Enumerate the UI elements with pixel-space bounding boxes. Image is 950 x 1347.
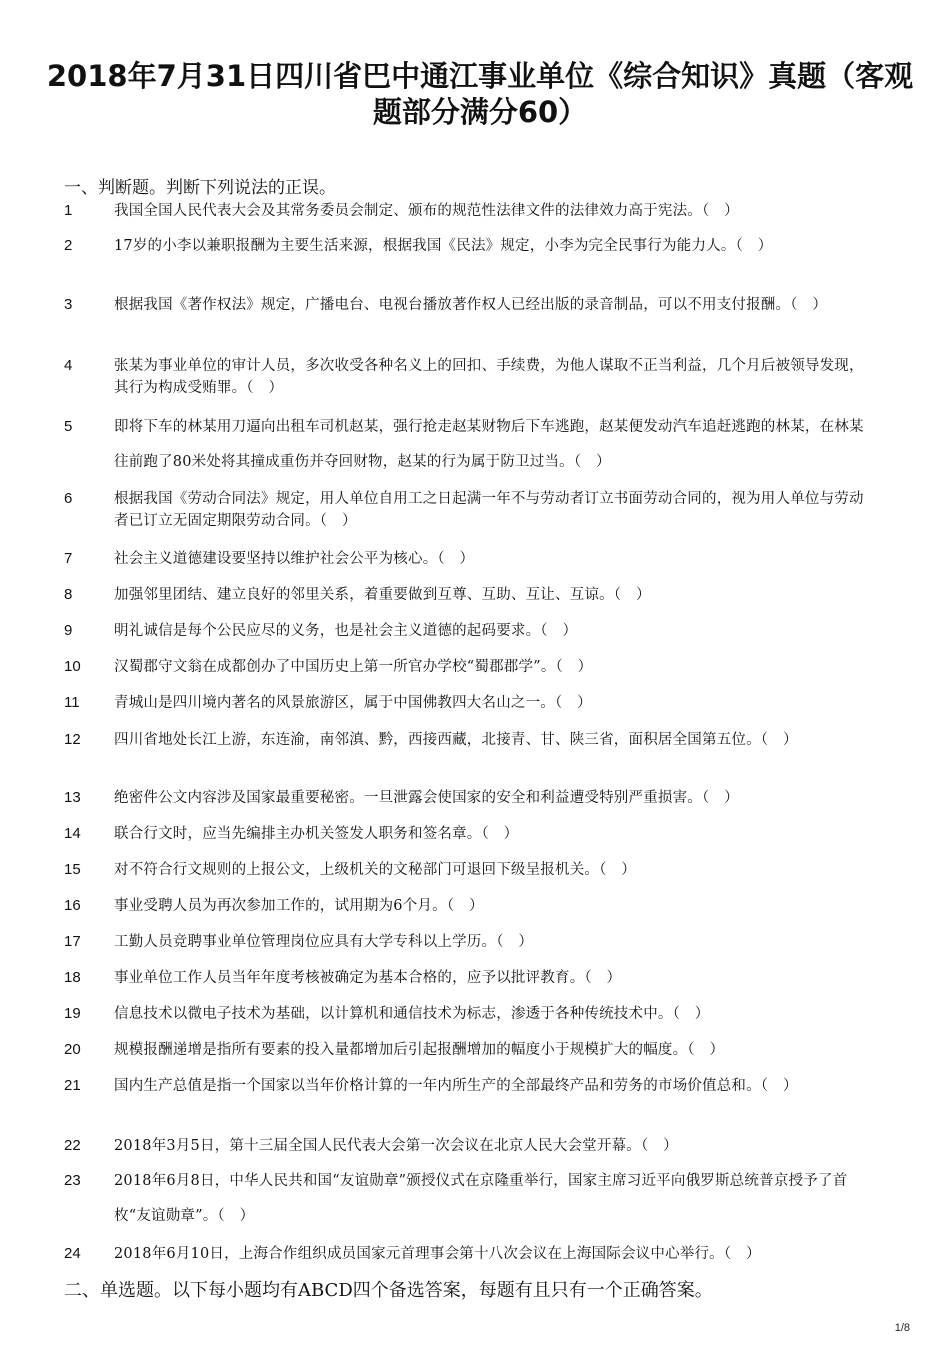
question-text: 事业受聘人员为再次参加工作的，试用期为6个月。（ ） xyxy=(114,898,484,914)
question-text: 四川省地处长江上游，东连渝，南邻滇、黔，西接西藏，北接青、甘、陕三省，面积居全国第五位。（ ） xyxy=(114,732,798,748)
question-item xyxy=(64,200,864,222)
question-item xyxy=(64,931,864,953)
question-item xyxy=(64,1135,864,1157)
question-text: 绝密件公文内容涉及国家最重要秘密。一旦泄露会使国家的安全和利益遭受特别严重损害。（ ） xyxy=(114,790,739,806)
document-title: 2018年7月31日四川省巴中通江事业单位《综合知识》真题（客观题部分满分60） xyxy=(46,59,914,129)
question-text: 明礼诚信是每个公民应尽的义务，也是社会主义道德的起码要求。（ ） xyxy=(114,623,578,639)
question-number: 4 xyxy=(64,357,73,374)
question-item xyxy=(64,692,864,714)
question-item xyxy=(64,410,864,480)
question-number: 10 xyxy=(64,658,81,675)
question-text: 根据我国《著作权法》规定，广播电台、电视台播放著作权人已经出版的录音制品，可以不用支付报酬。（ ） xyxy=(114,297,828,313)
question-text: 我国全国人民代表大会及其常务委员会制定、颁布的规范性法律文件的法律效力高于宪法。（ ） xyxy=(114,203,739,219)
question-text: 2018年3月5日，第十三届全国人民代表大会第一次会议在北京人民大会堂开幕。（ ） xyxy=(114,1138,678,1154)
question-item xyxy=(64,584,864,606)
question-item xyxy=(64,787,864,809)
question-text: 2018年6月10日，上海合作组织成员国家元首理事会第十八次会议在上海国际会议中心举行。（ ） xyxy=(114,1246,761,1262)
question-number: 24 xyxy=(64,1245,81,1262)
question-item xyxy=(64,895,864,917)
question-number: 16 xyxy=(64,897,81,914)
question-text: 青城山是四川境内著名的风景旅游区，属于中国佛教四大名山之一。（ ） xyxy=(114,695,592,711)
question-number: 5 xyxy=(64,418,73,435)
question-item xyxy=(64,823,864,845)
question-text: 加强邻里团结、建立良好的邻里关系，着重要做到互尊、互助、互让、互谅。（ ） xyxy=(114,587,651,603)
question-text: 联合行文时，应当先编排主办机关签发人职务和签名章。（ ） xyxy=(114,826,519,842)
question-number: 20 xyxy=(64,1041,81,1058)
question-number: 14 xyxy=(64,825,81,842)
question-item xyxy=(64,548,864,570)
question-number: 19 xyxy=(64,1005,81,1022)
question-number: 12 xyxy=(64,731,81,748)
question-number: 8 xyxy=(64,586,73,603)
section-heading-judgment: 一、判断题。判断下列说法的正误。 xyxy=(64,178,336,198)
question-number: 7 xyxy=(64,550,73,567)
question-number: 18 xyxy=(64,969,81,986)
question-text: 事业单位工作人员当年年度考核被确定为基本合格的，应予以批评教育。（ ） xyxy=(114,970,622,986)
question-number: 3 xyxy=(64,296,73,313)
question-text: 张某为事业单位的审计人员，多次收受各种名义上的回扣、手续费，为他人谋取不正当利益，几个月后被领导发现，其行为构成受贿罪。（ ） xyxy=(114,358,864,396)
section-heading-single-choice: 二、单选题。以下每小题均有ABCD四个备选答案，每题有且只有一个正确答案。 xyxy=(64,1280,713,1301)
question-number: 23 xyxy=(64,1172,81,1189)
question-text: 规模报酬递增是指所有要素的投入量都增加后引起报酬增加的幅度小于规模扩大的幅度。（ ） xyxy=(114,1042,725,1058)
question-item xyxy=(64,488,864,532)
question-number: 1 xyxy=(64,202,73,219)
question-item xyxy=(64,1243,864,1265)
question-number: 17 xyxy=(64,933,81,950)
question-text: 社会主义道德建设要坚持以维护社会公平为核心。（ ） xyxy=(114,551,475,567)
question-item xyxy=(64,967,864,989)
question-text: 根据我国《劳动合同法》规定，用人单位自用工之日起满一年不与劳动者订立书面劳动合同的，视为用人单位与劳动者已订立无固定期限劳动合同。（ ） xyxy=(114,491,864,529)
question-item xyxy=(64,1039,864,1061)
question-number: 6 xyxy=(64,490,73,507)
question-text: 国内生产总值是指一个国家以当年价格计算的一年内所生产的全部最终产品和劳务的市场价值总和。（ ） xyxy=(114,1078,798,1094)
question-text: 17岁的小李以兼职报酬为主要生活来源，根据我国《民法》规定，小李为完全民事行为能力人。（ ） xyxy=(114,238,773,254)
question-text: 汉蜀郡守文翁在成都创办了中国历史上第一所官办学校“蜀郡郡学”。（ ） xyxy=(114,659,593,675)
question-item xyxy=(64,656,864,678)
question-number: 22 xyxy=(64,1137,81,1154)
question-number: 9 xyxy=(64,622,73,639)
question-number: 11 xyxy=(64,694,80,711)
question-text: 信息技术以微电子技术为基础，以计算机和通信技术为标志，渗透于各种传统技术中。（ ） xyxy=(114,1006,710,1022)
question-item xyxy=(64,294,864,316)
question-item xyxy=(64,620,864,642)
question-number: 15 xyxy=(64,861,81,878)
question-item xyxy=(64,1075,864,1097)
question-number: 13 xyxy=(64,789,81,806)
question-text: 工勤人员竞聘事业单位管理岗位应具有大学专科以上学历。（ ） xyxy=(114,934,534,950)
question-number: 21 xyxy=(64,1077,81,1094)
question-item xyxy=(64,235,864,257)
question-text: 对不符合行文规则的上报公文，上级机关的文秘部门可退回下级呈报机关。（ ） xyxy=(114,862,636,878)
question-item xyxy=(64,1164,864,1234)
question-item xyxy=(64,355,864,399)
question-item xyxy=(64,1003,864,1025)
question-item xyxy=(64,729,864,751)
question-text: 2018年6月8日，中华人民共和国“友谊勋章”颁授仪式在京隆重举行，国家主席习近平向俄罗斯总统普京授予了首枚“友谊勋章”。（ ） xyxy=(114,1173,848,1224)
question-text: 即将下车的林某用刀逼向出租车司机赵某，强行抢走赵某财物后下车逃跑，赵某便发动汽车追赶逃跑的林某，在林某往前跑了80米处将其撞成重伤并夺回财物，赵某的行为属于防卫过当。（ ） xyxy=(114,419,864,470)
question-number: 2 xyxy=(64,237,73,254)
question-item xyxy=(64,859,864,881)
page-number: 1/8 xyxy=(894,1322,910,1334)
